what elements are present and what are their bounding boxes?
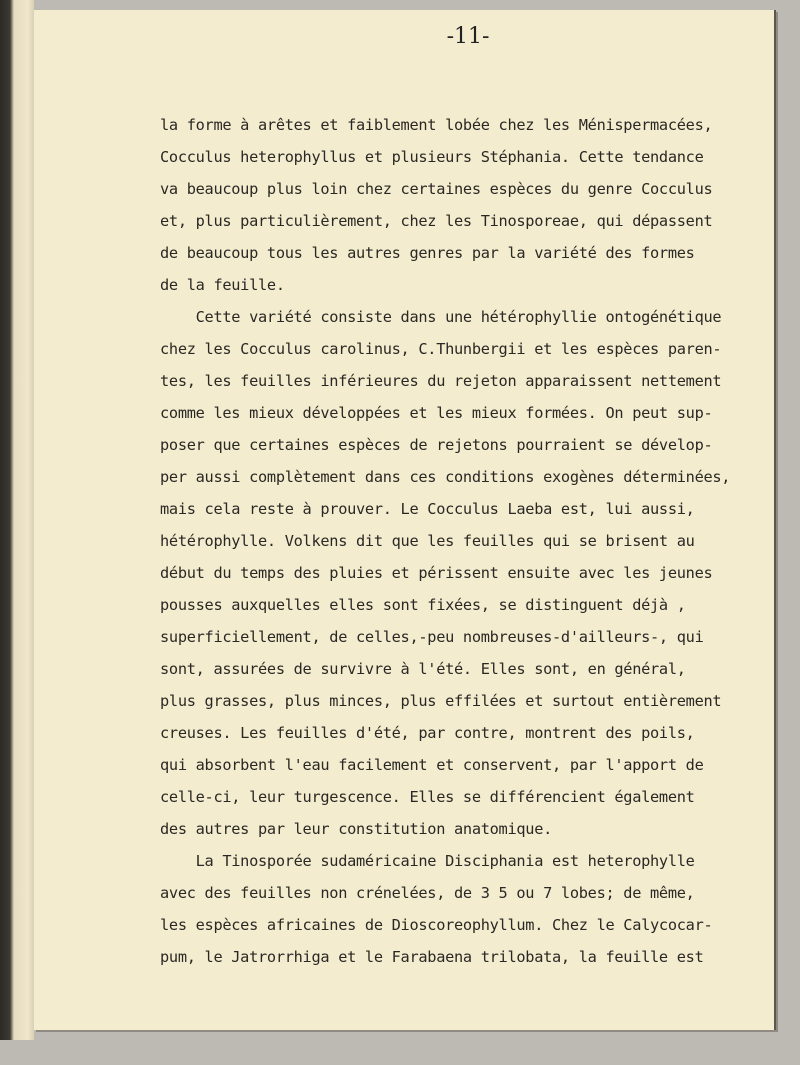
text-line: comme les mieux développées et les mieux formées. On peut sup-	[160, 404, 713, 422]
text-line: superficiellement, de celles,-peu nombreuses-d'ailleurs-, qui	[160, 628, 704, 646]
text-line: plus grasses, plus minces, plus effilées et surtout entièrement	[160, 692, 722, 710]
text-line: chez les Cocculus carolinus, C.Thunbergii et les espèces paren-	[160, 340, 722, 358]
text-line: Cette variété consiste dans une hétérophyllie ontogénétique	[160, 308, 722, 326]
text-line: poser que certaines espèces de rejetons pourraient se dévelop-	[160, 436, 713, 454]
text-line: mais cela reste à prouver. Le Cocculus Laeba est, lui aussi,	[160, 500, 695, 518]
text-line: qui absorbent l'eau facilement et conservent, par l'apport de	[160, 756, 704, 774]
text-line: celle-ci, leur turgescence. Elles se différencient également	[160, 788, 695, 806]
text-line: la forme à arêtes et faiblement lobée chez les Ménispermacées,	[160, 116, 713, 134]
text-line: les espèces africaines de Dioscoreophyllum. Chez le Calycocar-	[160, 916, 713, 934]
text-line: des autres par leur constitution anatomique.	[160, 820, 553, 838]
text-line: sont, assurées de survivre à l'été. Elles sont, en général,	[160, 660, 686, 678]
text-line: va beaucoup plus loin chez certaines espèces du genre Cocculus	[160, 180, 713, 198]
text-line: pum, le Jatrorrhiga et le Farabaena trilobata, la feuille est	[160, 948, 704, 966]
text-line: La Tinosporée sudaméricaine Disciphania est heterophylle	[160, 852, 695, 870]
text-line: de la feuille.	[160, 276, 285, 294]
document-page	[34, 10, 776, 1030]
text-line: avec des feuilles non crénelées, de 3 5 ou 7 lobes; de même,	[160, 884, 695, 902]
text-line: tes, les feuilles inférieures du rejeton apparaissent nettement	[160, 372, 722, 390]
text-line: pousses auxquelles elles sont fixées, se distinguent déjà ,	[160, 596, 686, 614]
page-number: -11-	[446, 24, 490, 49]
text-line: creuses. Les feuilles d'été, par contre, montrent des poils,	[160, 724, 695, 742]
text-line: de beaucoup tous les autres genres par la variété des formes	[160, 244, 695, 262]
text-line: début du temps des pluies et périssent ensuite avec les jeunes	[160, 564, 713, 582]
text-line: Cocculus heterophyllus et plusieurs Stéphania. Cette tendance	[160, 148, 704, 166]
text-line: per aussi complètement dans ces conditions exogènes déterminées,	[160, 468, 731, 486]
text-line: et, plus particulièrement, chez les Tinosporeae, qui dépassent	[160, 212, 713, 230]
book-binding-edge	[0, 0, 34, 1040]
text-line: hétérophylle. Volkens dit que les feuilles qui se brisent au	[160, 532, 695, 550]
